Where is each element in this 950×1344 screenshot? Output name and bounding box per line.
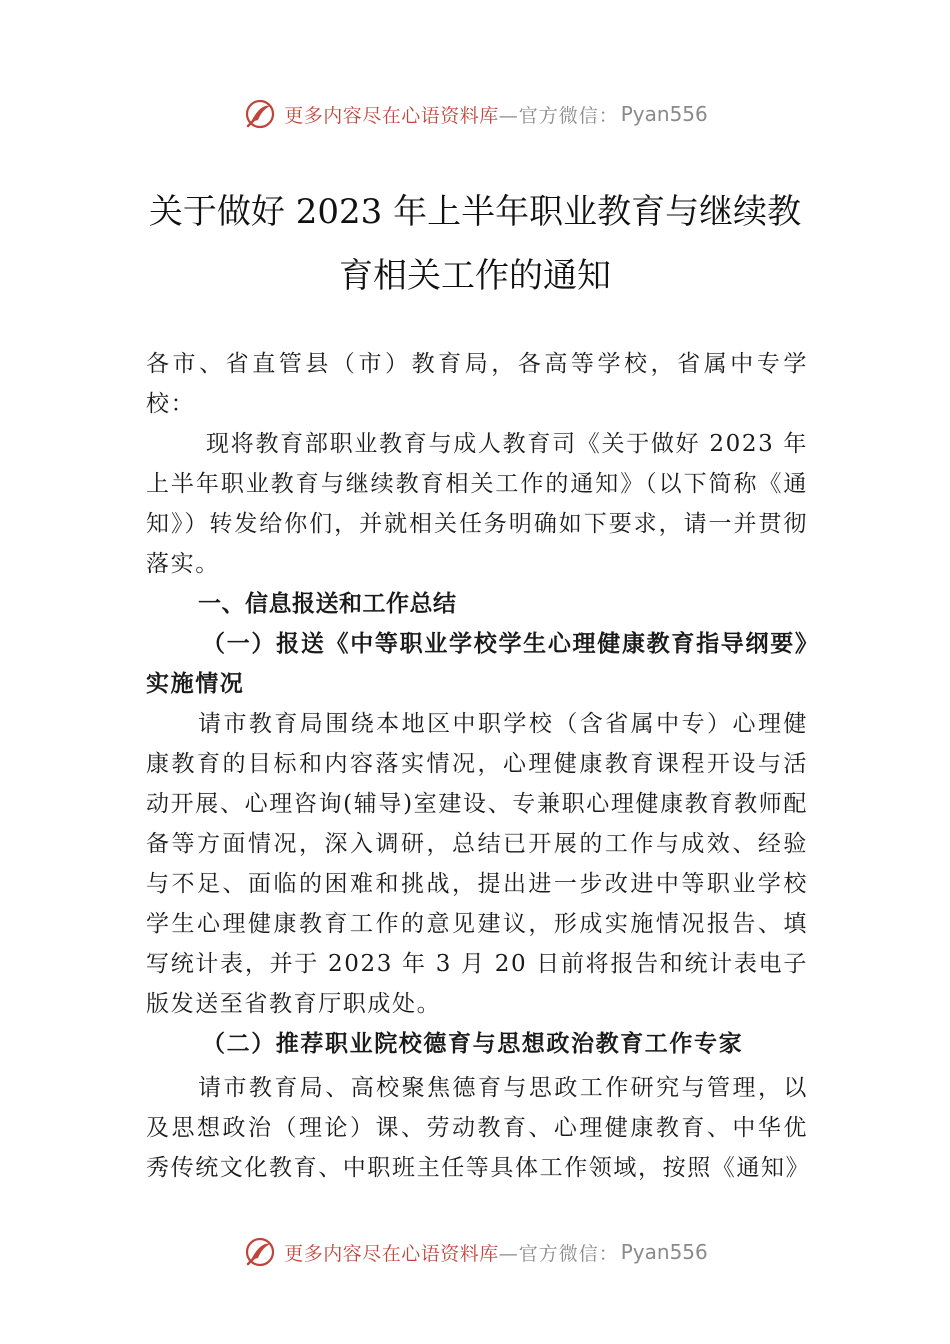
brand-logo-icon bbox=[242, 1234, 278, 1270]
salutation: 各市、省直管县（市）教育局，各高等学校，省属中专学校： bbox=[146, 351, 808, 417]
footer-watermark-banner bbox=[0, 1232, 950, 1272]
banner-red-text: 更多内容尽在心语资料库 bbox=[284, 104, 499, 127]
header-watermark-banner bbox=[0, 94, 950, 134]
title-line-1: 关于做好 2023 年上半年职业教育与继续教 bbox=[148, 192, 802, 232]
title-line-2: 育相关工作的通知 bbox=[339, 256, 611, 296]
banner-red-text: 更多内容尽在心语资料库 bbox=[284, 1242, 499, 1265]
document-title bbox=[120, 180, 830, 308]
subsection-2-heading: （二）推荐职业院校德育与思想政治教育工作专家 bbox=[202, 1030, 744, 1057]
subsection-1-heading: （一）报送《中等职业学校学生心理健康教育指导纲要》实施情况 bbox=[146, 630, 808, 697]
subsection-1-paragraph: 请市教育局围绕本地区中职学校（含省属中专）心理健康教育的目标和内容落实情况，心理健康教育课程开设与活动开展、心理咨询(辅导)室建设、专兼职心理健康教育教师配备等方面情况，深入调研，总结已开展的工作与成效、经验与不足、面临的困难和挑战，提出进一步改进中等职业学校学生心理健康教育工作的意见建议，形成实施情况报告、填写统计表，并于 2023 年 3 月 20 日前将报告和统计表电子版发送至省教育厅职成处。 bbox=[146, 711, 808, 1017]
banner-wechat-id: Pyan556 bbox=[620, 1240, 708, 1264]
banner-grey-text: —官方微信： bbox=[498, 104, 619, 127]
banner-wechat-id: Pyan556 bbox=[620, 102, 708, 126]
brand-logo-icon bbox=[242, 96, 278, 132]
subsection-2-paragraph: 请市教育局、高校聚焦德育与思政工作研究与管理，以及思想政治（理论）课、劳动教育、心理健康教育、中华优秀传统文化教育、中职班主任等具体工作领域，按照《通知》 bbox=[146, 1075, 811, 1181]
intro-paragraph: 现将教育部职业教育与成人教育司《关于做好 2023 年上半年职业教育与继续教育相关工作的通知》（以下简称《通知》）转发给你们，并就相关任务明确如下要求，请一并贯彻落实。 bbox=[146, 431, 808, 577]
section-1-heading: 一、信息报送和工作总结 bbox=[198, 591, 457, 617]
banner-grey-text: —官方微信： bbox=[498, 1242, 619, 1265]
document-body bbox=[146, 344, 811, 1188]
